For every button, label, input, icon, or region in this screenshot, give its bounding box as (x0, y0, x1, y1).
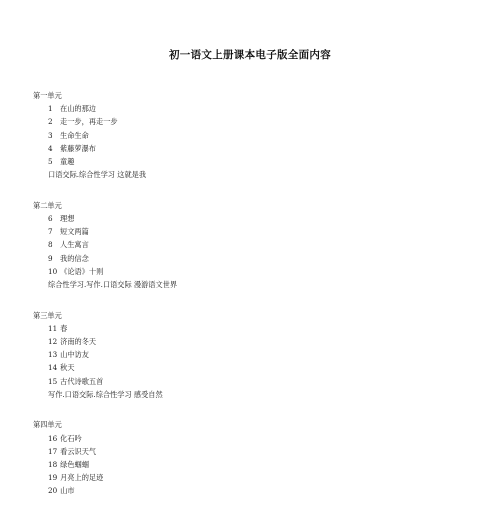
lesson-item (33, 155, 473, 168)
unit-section (33, 89, 473, 181)
lesson-item (33, 115, 473, 128)
lesson-number: 11 (48, 323, 58, 333)
lesson-item (33, 361, 473, 374)
unit-heading: 第三单元 (33, 310, 62, 320)
lesson-title: 在山的那边 (60, 104, 96, 114)
lesson-item (33, 322, 473, 335)
lesson-number: 8 (48, 240, 53, 250)
lesson-number: 12 (48, 337, 58, 346)
lesson-number: 6 (48, 214, 53, 223)
lesson-title: 走一步，再走一步 (60, 117, 118, 127)
unit-heading: 第二单元 (33, 200, 62, 210)
lesson-title: 月亮上的足迹 (60, 473, 104, 483)
lesson-item (33, 375, 473, 388)
lesson-number: 2 (48, 117, 53, 127)
lesson-item (33, 445, 473, 458)
lesson-title: 童趣 (60, 156, 75, 166)
lesson-item (33, 265, 473, 278)
lesson-number: 3 (48, 130, 53, 140)
lesson-number: 5 (48, 156, 53, 166)
unit-section (33, 309, 473, 401)
lesson-item (33, 348, 473, 361)
lesson-item (33, 238, 473, 251)
lesson-item (33, 225, 473, 238)
lesson-number: 10 (48, 266, 58, 276)
unit-section (33, 418, 473, 497)
lesson-item (33, 432, 473, 445)
lesson-title: 济南的冬天 (60, 337, 97, 346)
lesson-title: 山市 (60, 486, 75, 496)
lesson-number: 4 (48, 143, 53, 153)
lesson-item (33, 335, 473, 348)
lesson-title: 山中访友 (60, 350, 89, 360)
lesson-number: 1 (48, 104, 53, 114)
unit-activity: 口语交际.综合性学习 这就是我 (48, 170, 147, 180)
lesson-title: 春 (60, 323, 68, 333)
lesson-number: 13 (48, 350, 58, 360)
lesson-title: 秋天 (60, 363, 75, 373)
unit-heading: 第四单元 (33, 420, 62, 430)
lesson-title: 人生寓言 (60, 240, 89, 250)
lesson-number: 16 (48, 433, 58, 443)
document-title: 初一语文上册课本电子版全面内容 (169, 49, 331, 61)
lesson-item (33, 212, 473, 225)
lesson-number: 19 (48, 473, 58, 483)
unit-activity: 写作.口语交际.综合性学习 感受自然 (48, 389, 163, 399)
unit-heading: 第一单元 (33, 91, 62, 100)
lesson-number: 7 (48, 227, 53, 237)
lesson-item (33, 129, 473, 142)
lesson-number: 18 (48, 460, 58, 469)
lesson-title: 我的信念 (60, 253, 89, 263)
lesson-item (33, 471, 473, 484)
lesson-number: 15 (48, 376, 58, 386)
lesson-title: 生命生命 (60, 130, 89, 140)
lesson-number: 14 (48, 363, 58, 373)
lesson-number: 9 (48, 253, 53, 263)
lesson-title: 理想 (60, 214, 75, 223)
table-of-contents (33, 89, 473, 515)
unit-activity: 综合性学习.写作.口语交际 漫游语文世界 (48, 279, 178, 289)
lesson-item (33, 484, 473, 497)
lesson-title: 化石吟 (60, 433, 82, 443)
lesson-title: 紫藤萝瀑布 (60, 143, 96, 153)
lesson-item (33, 142, 473, 155)
lesson-number: 20 (48, 486, 58, 496)
lesson-item (33, 102, 473, 115)
lesson-item (33, 252, 473, 265)
unit-section (33, 199, 473, 291)
lesson-title: 短文两篇 (60, 227, 89, 237)
lesson-number: 17 (48, 446, 58, 456)
lesson-title: 看云识天气 (60, 446, 97, 456)
lesson-title: 古代诗歌五首 (60, 376, 104, 386)
lesson-item (33, 458, 473, 471)
lesson-title: 《论语》十则 (60, 266, 104, 276)
lesson-title: 绿色蝈蝈 (60, 460, 89, 469)
